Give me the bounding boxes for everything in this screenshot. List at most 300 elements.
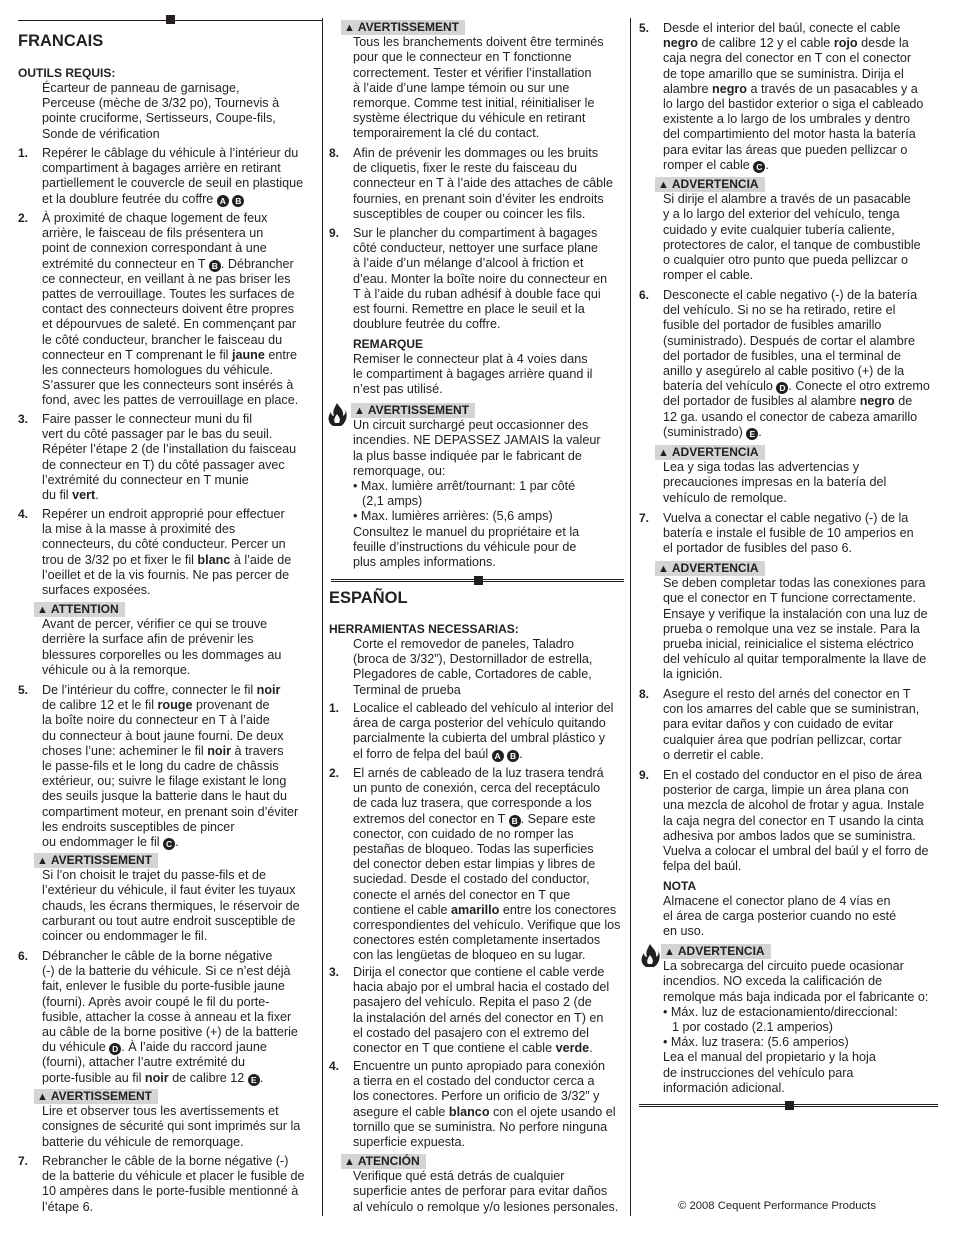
- tools-line: Écarteur de panneau de garnisage,: [42, 81, 240, 95]
- step-line: batería e instale el fusible de 10 amperios en: [663, 526, 914, 541]
- warning-label: [655, 445, 765, 460]
- step-3: 3. Dirija el conector que contiene el cable verde hacia abajo por el umbral hacia el costado del pasajero del vehículo. Repita el paso 2 (de la instalación del arnés del conector en T) en el costado del pasajero con el extremo del conector en T que contiene el cable verde.: [329, 965, 626, 1056]
- step-line: la boîte noire du connecteur en T à l’aide: [42, 713, 270, 728]
- step-line: de calibre 12 et le fil: [42, 698, 155, 713]
- step-line: la mise à la masse à proximité des: [42, 522, 236, 537]
- step-line: connecteur en T à l’aide des attaches de câble: [353, 176, 613, 191]
- warning-line: La sobrecarga del circuito puede ocasionar: [663, 959, 904, 974]
- step-text: entre: [264, 347, 298, 362]
- step-line: trou de 3/32 po et fixer le fil: [42, 552, 194, 567]
- step-line: lo largo del bastidor exterior o siga el cableado: [663, 97, 924, 112]
- section-rule: [331, 579, 624, 582]
- step-line: los conectores. Perfore un orificio de 3/32” y: [353, 1089, 600, 1104]
- step-9: [329, 226, 626, 332]
- step-line: l’extrémité du connecteur en T munie: [42, 472, 249, 487]
- step-line: de tope amarillo que se suministra. Dirija el: [663, 66, 904, 81]
- step-line: l’oeillet et de la vis fournis. Ne pas percer de: [42, 567, 290, 582]
- step-line: compartiment moteur, en prenant soin d’éviter: [42, 804, 299, 819]
- step-line: Répéter l’étape 2 (de l’installation du faisceau: [42, 442, 297, 457]
- step-number: 2.: [18, 211, 29, 225]
- warning-line: chauds, les écrans thermiques, le réservoir de: [42, 898, 300, 913]
- warning-line: • Max. lumière arrêt/tournant: 1 par côté: [353, 479, 576, 494]
- note-line: en uso.: [663, 924, 705, 939]
- tools-line: Sonde de vérification: [42, 126, 160, 141]
- warning-line: • Máx. luz de estacionamiento/direccional:: [663, 1004, 898, 1019]
- circle-label-e: E: [248, 1074, 260, 1086]
- warning-line: correctement. Tester et vérifier l’installation: [353, 65, 592, 80]
- step-line: Faire passer le connecteur muni du fil: [42, 412, 252, 426]
- warning-label-text: ADVERTENCIA: [671, 445, 759, 459]
- step-7: [639, 511, 937, 557]
- warning-line: al vehículo o remolque y/o lesiones personales.: [353, 1199, 619, 1214]
- warning-triangle-icon: ▲: [658, 179, 669, 191]
- warning-label-text: ATENCIÓN: [357, 1154, 420, 1168]
- tools-line: Plegadores de cable, Cortadores de cable,: [353, 667, 592, 682]
- tools-line: Perceuse (mèche de 3/32 po), Tournevis à: [42, 96, 280, 111]
- step-2: [329, 766, 626, 964]
- warning-label-text: AVERTISSEMENT: [367, 403, 470, 417]
- wire-color: noir: [256, 683, 281, 697]
- step-line: pasajero del vehículo. Repita el paso 2 (de: [353, 995, 592, 1010]
- warning-label: [341, 20, 465, 35]
- step-line: el forro de felpa del baúl: [353, 746, 489, 761]
- step-line: adhesiva por ambos lados que se suministra.: [663, 828, 916, 843]
- step-line: caja negra del conector en T con el conector: [663, 51, 912, 66]
- warning-line: cuidado y evite cualquier tubería caliente,: [663, 222, 895, 237]
- step-line: superficie expuesta.: [353, 1135, 466, 1150]
- tools-line: Terminal de prueba: [353, 682, 461, 697]
- warning-line: Lire et observer tous les avertissements et: [42, 1104, 279, 1119]
- wire-color: jaune: [231, 347, 265, 362]
- warning-line: información adicional.: [663, 1080, 785, 1095]
- step-4: [18, 507, 314, 598]
- wire-color: negro: [712, 81, 747, 96]
- warning-line: • Max. lumières arrières: (5,6 amps): [353, 509, 553, 524]
- step-line: point de connexion correspondant à une: [42, 241, 267, 256]
- step-line: est fourni. Remettre en place le seuil et la: [353, 302, 585, 317]
- warning-triangle-icon: ▲: [344, 22, 355, 34]
- warning-line: Si dirije el alambre a través de un pasacable: [663, 192, 911, 207]
- step-number: 9.: [639, 768, 650, 782]
- step-text: à travers: [231, 743, 284, 758]
- step-number: 7.: [639, 511, 650, 525]
- warning-box: [18, 853, 314, 944]
- step-line: du fil: [42, 488, 69, 503]
- step-line: connecteurs, du côté conducteur. Percer un: [42, 537, 286, 552]
- step-text: . À l’aide du raccord jaune: [121, 1040, 267, 1055]
- warning-line: feuille d’instructions du véhicule pour de: [353, 539, 577, 554]
- step-text: entre los conectores: [499, 902, 617, 917]
- warning-line: que el conector en T funcione correctamente.: [663, 591, 916, 606]
- step-line: conector en T que contiene el cable: [353, 1041, 553, 1056]
- warning-label: [34, 602, 125, 617]
- step-line: del portador de fusibles, una el terminal de: [663, 348, 902, 363]
- step-line: surfaces exposées.: [42, 583, 151, 598]
- warning-label: [34, 853, 158, 868]
- warning-label-text: AVERTISSEMENT: [357, 20, 460, 34]
- warning-label-text: ADVERTENCIA: [671, 177, 759, 191]
- warning-line: batterie du véhicule de remorquage.: [42, 1134, 244, 1149]
- step-number: 6.: [18, 949, 29, 963]
- warning-line: o cualquier otro punto que pueda pellizcar o: [663, 253, 909, 268]
- warning-line: derrière la surface afin de prévenir les: [42, 632, 254, 647]
- step-line: el portador de fusibles del paso 6.: [663, 541, 853, 556]
- warning-triangle-icon: ▲: [37, 1091, 48, 1103]
- warning-label-text: ADVERTENCIA: [671, 561, 759, 575]
- tools-line: (broca de 3/32”), Destornillador de estrella,: [353, 652, 593, 667]
- wire-color: noir: [207, 743, 231, 758]
- circle-label-c: C: [753, 161, 765, 173]
- step-1: [18, 146, 314, 207]
- warning-line: Lea y siga todas las advertencias y: [663, 460, 860, 475]
- step-line: el costado del pasajero con el extremo del: [353, 1025, 589, 1040]
- note-heading: REMARQUE: [353, 337, 424, 351]
- step-line: Asegure el resto del arnés del conector en T: [663, 687, 911, 701]
- step-number: 2.: [329, 766, 340, 780]
- step-line: et la doublure feutrée du coffre: [42, 191, 214, 206]
- warning-label-text: ATTENTION: [50, 602, 119, 616]
- step-line: felpa del baúl.: [663, 859, 742, 874]
- warning-label-text: AVERTISSEMENT: [50, 853, 153, 867]
- note-line: Remiser le connecteur plat à 4 voies dans: [353, 352, 588, 366]
- tools-heading: HERRAMIENTAS NECESSARIAS:: [329, 622, 519, 636]
- step-line: anillo y asegúrelo al cable positivo (+) de la: [663, 364, 905, 379]
- step-line: les connecteurs homologues du véhicule.: [42, 363, 274, 378]
- wire-color: rojo: [833, 36, 858, 51]
- section-rule: [639, 1104, 938, 1107]
- step-line: le côté conducteur, brancher le faisceau du: [42, 332, 283, 347]
- step-line: la instalación del arnés del conector en T) en: [353, 1010, 604, 1025]
- section-rule: [18, 20, 322, 21]
- tools-heading: OUTILS REQUIS:: [18, 66, 116, 80]
- warning-line: pour que le connecteur en T fonctionne: [353, 50, 572, 65]
- warning-line: la ignición.: [663, 667, 723, 682]
- step-line: tornillo que se suministra. No perfore ninguna: [353, 1119, 608, 1134]
- step-line: ce connecteur, en veillant à ne pas briser les: [42, 271, 291, 286]
- step-5: 5. De l’intérieur du coffre, connecter le fil noir de calibre 12 et le fil rouge provenant de la boîte noire du connecteur en T à l’aide du connecteur à bout jaune fourni. De deux choses l’une: acheminer le fil noir à travers le passe-fils et le long du cadre de châssis extérieur, ou; suivre le filage existant le long des seuils jusque la batterie dans le haut du compartiment moteur, en prenant soin d’éviter les endroits susceptibles de pincer ou endommager le fil C .: [18, 683, 314, 850]
- step-line: Desconecte el cable negativo (-) de la batería: [663, 288, 918, 302]
- circle-label-d: D: [109, 1043, 121, 1055]
- wire-color: negro: [859, 394, 895, 409]
- warning-line: Consultez le manuel du propriétaire et la: [353, 524, 580, 539]
- warning-line: remorquage, ou:: [353, 463, 446, 478]
- step-line: connecteur en T comprenant le fil: [42, 347, 229, 362]
- step-line: partiellement le couvercle de seuil en plastique: [42, 176, 304, 191]
- step-line: asegure el cable: [353, 1104, 446, 1119]
- warning-line: del vehículo al quitar temporalmente la llave de: [663, 652, 927, 667]
- step-number: 9.: [329, 226, 340, 240]
- step-line: correspondientes del vehículo. Verifique que los: [353, 918, 621, 933]
- step-line: À proximité de chaque logement de feux: [42, 211, 268, 225]
- step-text: . Separe este: [520, 811, 596, 826]
- warning-box: [639, 445, 937, 506]
- step-line: de calibre 12 y el cable: [701, 36, 831, 51]
- step-line: le passe-fils et le long du cadre de châssis: [42, 759, 279, 774]
- step-line: a tierra en el costado del conductor cerca a: [353, 1074, 595, 1089]
- step-line: de cliquetis, fixer le reste du faisceau du: [353, 161, 578, 176]
- circle-label-c: C: [163, 838, 175, 850]
- tools-line: pointe cruciforme, Sertisseurs, Coupe-fils,: [42, 111, 276, 126]
- step-line: para evitar daños y con cuidado de evitar: [663, 717, 894, 732]
- step-line: Repérer un endroit approprié pour effectuer: [42, 507, 285, 521]
- warning-line: romper el cable.: [663, 268, 754, 283]
- step-line: vert du côté passager par le bas du seuil.: [42, 427, 273, 442]
- step-line: (fourni). Après avoir coupé le fil du porte-: [42, 994, 270, 1009]
- warning-label: [351, 403, 475, 418]
- wire-color: negro: [663, 36, 698, 51]
- step-line: área de carga posterior del vehículo quitando: [353, 716, 606, 731]
- warning-line: Verifique qué está detrás de cualquier: [353, 1169, 565, 1184]
- step-line: choses l’une: acheminer le fil: [42, 743, 204, 758]
- step-line: romper el cable: [663, 157, 750, 172]
- circle-label-b: B: [507, 750, 519, 762]
- step-5: 5. Desde el interior del baúl, conecte el cable negro de calibre 12 y el cable rojo desde la caja negra del conector en T con el conector de tope amarillo que se suministra. Dirija el alambre negro a través de un pasacables y a lo largo del bastidor exterior o siga el cableado existente a lo largo de los umbrales y dentro del compartimiento del motor hasta la batería para evitar las áreas que pueden pellizcar o romper el cable C .: [639, 21, 937, 173]
- warning-label: [661, 944, 771, 959]
- warning-line: la plus basse indiquée par le fabricant de: [353, 448, 582, 463]
- step-line: Vuelva a colocar el umbral del baúl y el forro de: [663, 844, 929, 859]
- warning-line: Lea el manual del propietario y la hoja: [663, 1050, 876, 1065]
- warning-label: [655, 177, 765, 192]
- warning-triangle-icon: ▲: [664, 946, 675, 958]
- circle-label-e: E: [746, 428, 758, 440]
- step-8: [329, 146, 626, 222]
- note-line: n’est pas utilisé.: [353, 382, 443, 397]
- warning-label-text: ADVERTENCIA: [677, 944, 765, 958]
- warning-label-text: AVERTISSEMENT: [50, 1089, 153, 1103]
- step-line: Sur le plancher du compartiment à bagages: [353, 226, 598, 240]
- warning-line: Ensaye y verifique la instalación con una luz de: [663, 606, 928, 621]
- note-box: [639, 879, 937, 940]
- step-line: susceptibles de couper ou coincer les fils.: [353, 206, 586, 221]
- step-line: Vuelva a conectar el cable negativo (-) de la: [663, 511, 909, 525]
- step-line: (fourni), attacher l’autre extrémité du: [42, 1055, 245, 1070]
- step-line: extérieur, ou; suivre le filage existant le long: [42, 774, 287, 789]
- step-line: cualquier área que podrían pellizcar, cortar: [663, 732, 902, 747]
- tools-line: Corte el removedor de paneles, Taladro: [353, 637, 574, 651]
- step-line: o derretir el cable.: [663, 747, 764, 762]
- step-line: 12 ga. usando el conector de cabeza amarillo: [663, 409, 918, 424]
- step-line: extrémité du connecteur en T: [42, 256, 206, 271]
- step-line: Rebrancher le câble de la borne négative (-): [42, 1154, 289, 1168]
- step-line: T à l’aide du ruban adhésif à double face qui: [353, 286, 601, 301]
- step-line: arrière, le faisceau de fils présentera un: [42, 226, 264, 241]
- step-line: 10 ampères dans le porte-fusible mentionné à: [42, 1184, 299, 1199]
- step-line: Desde el interior del baúl, conecte el cable: [663, 21, 901, 35]
- step-line: del vehículo. Si no se ha retirado, retire el: [663, 303, 896, 318]
- step-line: fusible, attacher la cosse à anneau et la fixer: [42, 1009, 292, 1024]
- step-line: para evitar las áreas que pueden pellizcar o: [663, 142, 908, 157]
- note-heading: NOTA: [663, 879, 697, 893]
- step-number: 8.: [639, 687, 650, 701]
- step-line: existente a lo largo de los umbrales y dentro: [663, 112, 911, 127]
- step-line: de connecteur en T) du côté passager avec: [42, 457, 285, 472]
- warning-line: remolque más baja indicada por el fabricante o:: [663, 989, 929, 1004]
- step-line: parcialmente la cubierta del umbral plástico y: [353, 731, 605, 746]
- step-line: (suministrado). Después de cortar el alambre: [663, 333, 915, 348]
- step-line: extremos del conector en T: [353, 811, 506, 826]
- note-line: el área de carga posterior cuando no esté: [663, 909, 897, 924]
- step-line: En el costado del conductor en el piso de área: [663, 768, 923, 782]
- warning-line: Se deben completar todas las conexiones para: [663, 576, 926, 591]
- note-line: le compartiment à bagages arrière quand il: [353, 367, 593, 382]
- wire-color: rouge: [157, 698, 193, 713]
- step-7: [18, 1154, 314, 1215]
- warning-box: [18, 1089, 314, 1150]
- circle-label-a: A: [492, 750, 504, 762]
- step-line: contact des connecteurs doivent être propres: [42, 302, 295, 317]
- circle-label-b: B: [232, 195, 244, 207]
- step-line: Localice el cableado del vehículo al interior del: [353, 701, 614, 715]
- warning-label: [34, 1089, 158, 1104]
- step-number: 4.: [18, 507, 29, 521]
- step-number: 8.: [329, 146, 340, 160]
- warning-line: carburant ou tout autre endroit susceptible de: [42, 913, 296, 928]
- section-title-spanish: ESPAÑOL: [329, 589, 408, 607]
- warning-label: [341, 1154, 426, 1169]
- step-3: 3. Faire passer le connecteur muni du fil vert du côté passager par le bas du seuil. Répéter l’étape 2 (de l’installation du faisceau de connecteur en T) du côté passager avec l’extrémité du connecteur en T munie du fil vert.: [18, 412, 314, 503]
- warning-triangle-icon: ▲: [37, 604, 48, 616]
- step-line: l’étape 6.: [42, 1199, 94, 1214]
- step-text: con el ojete usando el: [489, 1104, 616, 1119]
- step-line: les endroits susceptibles de pincer: [42, 819, 235, 834]
- warning-line: vehículo de remolque.: [663, 490, 787, 505]
- warning-line: de instrucciones del vehículo para: [663, 1065, 854, 1080]
- warning-box: [639, 944, 937, 1096]
- step-line: ou endommager le fil: [42, 835, 160, 850]
- step-line: batería del vehículo: [663, 379, 773, 394]
- warning-line: plus amples informations.: [353, 555, 496, 570]
- warning-triangle-icon: ▲: [658, 563, 669, 575]
- step-text: . Conecte el otro extremo: [788, 379, 930, 394]
- step-line: conecte el arnés del conector en T que: [353, 887, 571, 902]
- warning-line: y a lo largo del exterior del vehículo, tenga: [663, 207, 900, 222]
- warning-triangle-icon: ▲: [37, 855, 48, 867]
- warning-line: prueba inicial, reinicialice el sistema eléctrico: [663, 637, 914, 652]
- step-line: un punto de conexión, cerca del receptáculo: [353, 781, 601, 796]
- step-line: (suministrado): [663, 424, 743, 439]
- warning-line: protectores de calor, el tanque de combustible: [663, 237, 921, 252]
- step-line: du véhicule: [42, 1040, 106, 1055]
- wire-color: noir: [144, 1070, 169, 1085]
- step-line: S’assurer que les connecteurs sont insérés à: [42, 378, 294, 393]
- step-text: a través de un pasacables y a: [746, 81, 918, 96]
- step-line: du connecteur à bout jaune fourni. De deux: [42, 728, 284, 743]
- step-2: [18, 211, 314, 409]
- wire-color: amarillo: [451, 902, 500, 917]
- step-number: 7.: [18, 1154, 29, 1168]
- step-line: del portador de fusibles al alambre: [663, 394, 857, 409]
- step-line: côté conducteur, nettoyer une surface plane: [353, 241, 599, 256]
- step-line: Débrancher le câble de la borne négative: [42, 949, 273, 963]
- column-divider-1: [322, 18, 323, 1216]
- step-line: de calibre 12: [172, 1070, 245, 1085]
- step-6: 6. Débrancher le câble de la borne négative (-) de la batterie du véhicule. Si ce n’est déjà fait, enlever le fusible du porte-fusible jaune (fourni). Après avoir coupé le fil du porte- fusible, attacher la cosse à anneau et la fixer au câble de la borne positive (+) de la batterie du véhicule D . À l’aide du raccord jaune (fourni), attacher l’autre extrémité du porte-fusible au fil noir de calibre 12 E .: [18, 949, 314, 1086]
- attention-box: [329, 1154, 626, 1215]
- step-number: 6.: [639, 288, 650, 302]
- step-line: fournies, en prenant soin d’éviter les endroits: [353, 191, 604, 206]
- warning-line: l’extérieur du véhicule, il faut éviter les tuyaux: [42, 883, 296, 898]
- warning-line: prueba o remolque una vez se instale. Para la: [663, 621, 920, 636]
- attention-box: [18, 602, 314, 678]
- warning-line: 1 por costado (2.1 amperios): [672, 1020, 834, 1035]
- warning-line: à l’aide d’une lampe témoin ou sur une: [353, 80, 570, 95]
- step-line: Afin de prévenir les dommages ou les bruits: [353, 146, 599, 160]
- step-line: de cada luz trasera, que corresponde a los: [353, 796, 592, 811]
- note-box: [329, 337, 626, 398]
- step-8: [639, 687, 937, 763]
- warning-line: système électrique du véhicule en retirant: [353, 111, 586, 126]
- step-number: 5.: [639, 21, 650, 35]
- warning-box: [329, 403, 626, 570]
- warning-triangle-icon: ▲: [344, 1156, 355, 1168]
- step-line: d’eau. Monter la boîte noire du connecteur en: [353, 271, 608, 286]
- step-line: fusible del portador de fusibles amarillo: [663, 318, 882, 333]
- step-line: fait, enlever le fusible du porte-fusible jaune: [42, 979, 285, 994]
- step-line: pestañas de bloqueo. Todas las superficies: [353, 842, 594, 857]
- column-divider-2: [630, 18, 631, 1216]
- step-line: una mezcla de alcohol de frotar y agua. Instale: [663, 798, 925, 813]
- section-title-french: FRANCAIS: [18, 32, 104, 50]
- step-number: 4.: [329, 1059, 340, 1073]
- wire-color: verde: [555, 1041, 590, 1056]
- step-line: del compartimiento del motor hasta la batería: [663, 127, 916, 142]
- warning-line: Si l’on choisit le trajet du passe-fils et de: [42, 868, 267, 883]
- step-9: [639, 768, 937, 874]
- step-line: de la batterie du véhicule et placer le fusible de: [42, 1169, 305, 1184]
- wire-color: blanco: [448, 1104, 490, 1119]
- warning-line: blessures corporelles ou les dommages au: [42, 647, 282, 662]
- warning-box: [329, 20, 626, 142]
- step-text: de: [894, 394, 913, 409]
- warning-line: • Máx. luz trasera: (5.6 amperios): [663, 1035, 849, 1050]
- step-number: 5.: [18, 683, 29, 697]
- warning-box: [639, 177, 937, 283]
- step-line: contiene el cable: [353, 902, 448, 917]
- warning-line: remorque. Comme test initial, réinitialiser le: [353, 96, 595, 111]
- step-line: la caja negra del conector en T usando la cinta: [663, 813, 924, 828]
- step-line: à l’aide d’un mélange d’alcool à friction et: [353, 256, 584, 271]
- step-text: desde la: [857, 36, 909, 51]
- circle-label-d: D: [776, 382, 788, 394]
- warning-line: Avant de percer, vérifier ce qui se trouve: [42, 617, 268, 632]
- circle-label-b: B: [509, 815, 521, 827]
- step-line: El arnés de cableado de la luz trasera tendrá: [353, 766, 604, 780]
- step-line: alambre: [663, 81, 709, 96]
- step-6: 6. Desconecte el cable negativo (-) de la batería del vehículo. Si no se ha retirado, retire el fusible del portador de fusibles amarillo (suministrado). Después de cortar el alambre del portador de fusibles, una el terminal de anillo y asegúrelo al cable positivo (+) de la batería del vehículo D . Conecte el otro extremo del portador de fusibles al alambre negro de 12 ga. usando el conector de cabeza amarillo (suministrado) E .: [639, 288, 937, 440]
- step-line: posterior de carga, limpie un área plana con: [663, 783, 909, 798]
- step-line: Repérer le câblage du véhicule à l’intérieur du: [42, 146, 299, 160]
- step-line: Encuentre un punto apropiado para conexión: [353, 1059, 606, 1073]
- step-line: (-) de la batterie du véhicule. Si ce n’est déjà: [42, 964, 291, 979]
- step-text: provenant de: [192, 698, 270, 713]
- step-number: 3.: [18, 412, 29, 426]
- warning-line: coincer ou endommager le fil.: [42, 929, 208, 944]
- warning-line: consignes de sécurité qui sont imprimés sur la: [42, 1119, 301, 1134]
- step-line: suciedad. Desde el costado del conductor,: [353, 872, 590, 887]
- step-text: à l’aide de: [230, 552, 292, 567]
- warning-line: Tous les branchements doivent être terminés: [353, 35, 604, 50]
- step-line: del conector deben estar limpias y libres de: [353, 857, 596, 872]
- step-text: . Débrancher: [220, 256, 294, 271]
- step-line: fond, avec les pattes de verrouillage en place.: [42, 393, 299, 408]
- warning-line: (2,1 amps): [362, 494, 423, 509]
- warning-line: incendies. NE DEPASSEZ JAMAIS la valeur: [353, 433, 601, 448]
- step-line: porte-fusible au fil: [42, 1070, 142, 1085]
- step-line: pattes de verrouillage. Toutes les surfaces de: [42, 287, 295, 302]
- warning-label: [655, 561, 765, 576]
- warning-triangle-icon: ▲: [354, 405, 365, 417]
- step-number: 1.: [18, 146, 29, 160]
